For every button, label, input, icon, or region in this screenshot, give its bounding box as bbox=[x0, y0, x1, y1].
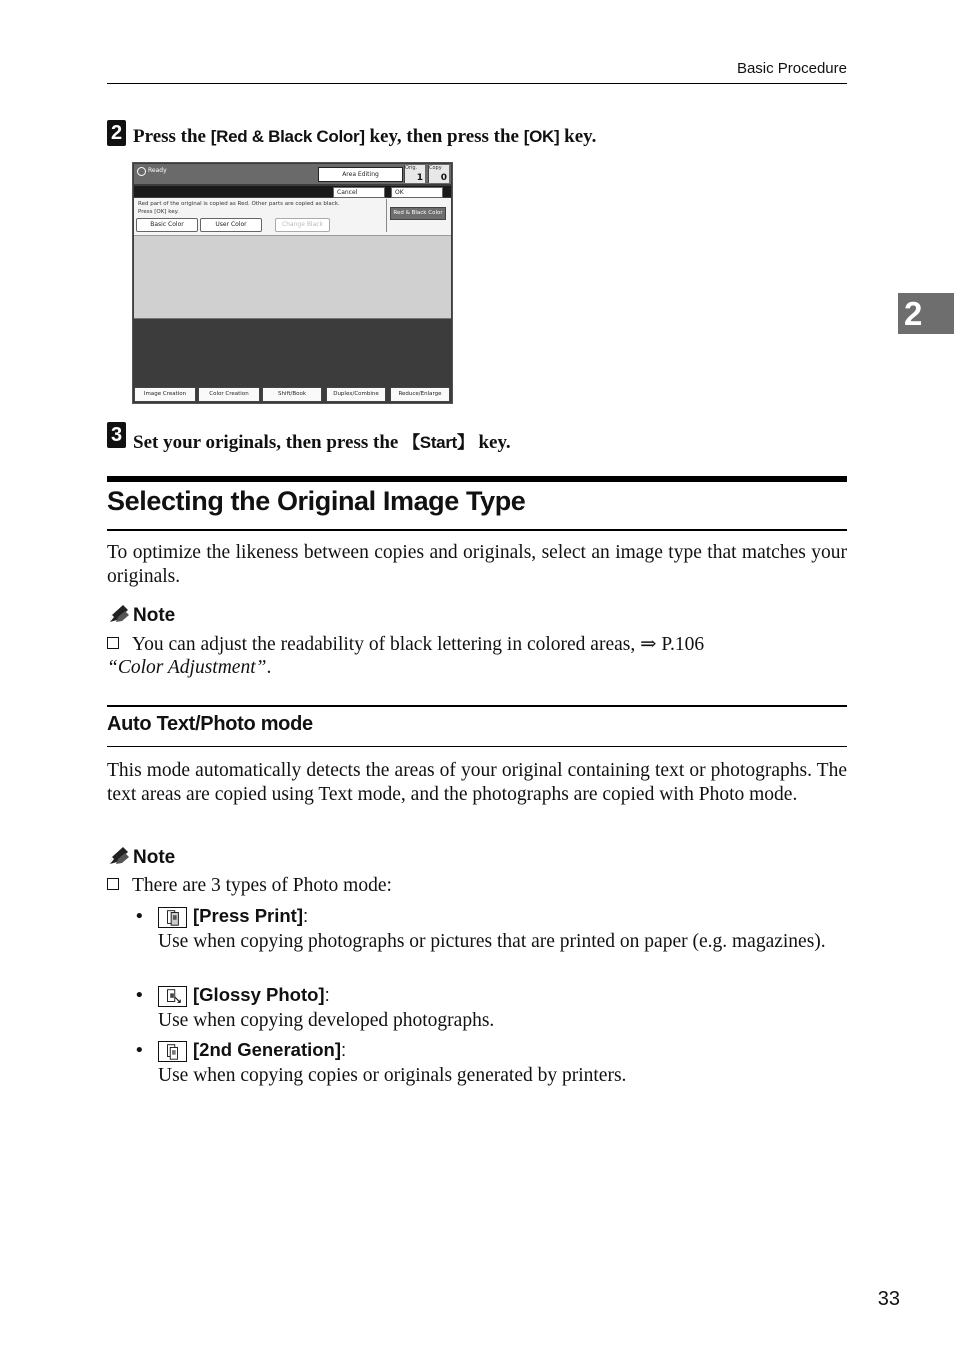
glossy-photo-description: Use when copying developed photographs. bbox=[158, 1010, 495, 1031]
step-2-text-before: Press the bbox=[133, 126, 211, 147]
running-head: Basic Procedure bbox=[736, 60, 847, 77]
step-2-text bbox=[133, 126, 596, 148]
subsection-title: Auto Text/Photo mode bbox=[107, 713, 313, 735]
panel-empty-area bbox=[134, 236, 451, 319]
section-title: Selecting the Original Image Type bbox=[107, 486, 526, 516]
pencil-note-icon bbox=[107, 845, 131, 867]
copy-counter bbox=[428, 165, 449, 183]
panel-message-line-2: Press [OK] key. bbox=[138, 209, 179, 215]
subsection-rule-top bbox=[107, 705, 847, 707]
orig-value: 1 bbox=[416, 173, 423, 183]
note-2-item bbox=[107, 874, 847, 897]
cancel-button[interactable]: Cancel bbox=[333, 187, 385, 198]
bullet: • bbox=[134, 906, 145, 927]
note-1-text-after: . bbox=[266, 657, 272, 678]
note-1-text: You can adjust the readability of black lettering in colored areas, ⇒ P.106 bbox=[132, 634, 705, 655]
section-rule-top bbox=[107, 476, 847, 482]
orig-label: Orig. bbox=[405, 165, 418, 171]
note-1-item bbox=[107, 633, 847, 679]
ok-key-label: [OK] bbox=[523, 127, 560, 146]
press-print-icon bbox=[158, 907, 187, 928]
step-2-text-middle: key, then press the bbox=[364, 126, 524, 147]
step-number-3: 3 bbox=[107, 422, 126, 448]
note-heading: Note bbox=[133, 605, 176, 626]
panel-status-text: Ready bbox=[148, 167, 167, 174]
note-heading: Note bbox=[133, 847, 176, 868]
second-generation-key: [2nd Generation] bbox=[193, 1039, 342, 1060]
bullet: • bbox=[134, 1040, 145, 1061]
panel-message-area bbox=[134, 198, 451, 236]
panel-side-area bbox=[386, 199, 449, 232]
step-3-text-before: Set your originals, then press the bbox=[133, 432, 404, 453]
tab-color-creation[interactable]: Color Creation bbox=[198, 387, 260, 402]
red-black-color-key-label: [Red & Black Color] bbox=[210, 127, 365, 146]
change-black-button[interactable]: Change Black bbox=[275, 218, 330, 232]
checkbox-bullet bbox=[107, 637, 119, 649]
subsection-rule-bottom bbox=[107, 746, 847, 747]
chapter-tab: 2 bbox=[898, 293, 954, 334]
panel-title-bar bbox=[134, 186, 451, 197]
press-print-description: Use when copying photographs or pictures that are printed on paper (e.g. magazines). bbox=[158, 931, 826, 952]
basic-color-button[interactable]: Basic Color bbox=[136, 218, 198, 232]
press-print-label: [Press Print]: bbox=[193, 905, 309, 926]
section-intro: To optimize the likeness between copies and originals, select an image type that matches your originals. bbox=[107, 542, 847, 587]
control-panel-screenshot bbox=[132, 162, 453, 404]
second-generation-icon bbox=[158, 1041, 187, 1062]
user-color-button[interactable]: User Color bbox=[200, 218, 262, 232]
header-rule bbox=[107, 83, 847, 84]
subsection-body: This mode automatically detects the areas of your original containing text or photographs. The text areas are copied using Text mode, and the photographs are copied with Photo mode. bbox=[107, 760, 847, 805]
step-3-text-after: key. bbox=[473, 432, 511, 453]
note-1-reference: “Color Adjustment” bbox=[107, 657, 267, 678]
tab-shift-book[interactable]: Shift/Book bbox=[262, 387, 322, 402]
bullet: • bbox=[134, 985, 145, 1006]
glossy-photo-icon bbox=[158, 986, 187, 1007]
note-2-text: There are 3 types of Photo mode: bbox=[132, 875, 392, 896]
panel-status-bar bbox=[134, 164, 451, 184]
orig-counter bbox=[404, 165, 425, 183]
glossy-photo-key: [Glossy Photo] bbox=[193, 984, 325, 1005]
checkbox-bullet bbox=[107, 878, 119, 890]
press-print-key: [Press Print] bbox=[193, 905, 304, 926]
step-3-text bbox=[133, 428, 511, 454]
area-editing-label: Area Editing bbox=[318, 167, 403, 182]
red-black-color-button[interactable]: Red & Black Color bbox=[390, 207, 446, 220]
second-generation-label: [2nd Generation]: bbox=[193, 1039, 347, 1060]
copy-value: 0 bbox=[440, 173, 447, 183]
step-number-2: 2 bbox=[107, 120, 126, 146]
tab-image-creation[interactable]: Image Creation bbox=[134, 387, 196, 402]
tab-duplex-combine[interactable]: Duplex/Combine bbox=[326, 387, 386, 402]
panel-message-line-1: Red part of the original is copied as Red. Other parts are copied as black. bbox=[138, 201, 340, 207]
pencil-note-icon bbox=[107, 603, 131, 625]
section-rule-bottom bbox=[107, 529, 847, 531]
copy-label: Copy bbox=[429, 165, 442, 171]
glossy-photo-label: [Glossy Photo]: bbox=[193, 984, 330, 1005]
panel-message bbox=[138, 200, 340, 216]
tab-reduce-enlarge[interactable]: Reduce/Enlarge bbox=[390, 387, 450, 402]
ok-button[interactable]: OK bbox=[391, 187, 443, 198]
second-generation-description: Use when copying copies or originals generated by printers. bbox=[158, 1065, 627, 1086]
page-number: 33 bbox=[877, 1288, 900, 1310]
start-key-label: 【Start】 bbox=[403, 433, 474, 452]
ready-icon bbox=[137, 167, 146, 176]
step-2-text-after: key. bbox=[559, 126, 597, 147]
